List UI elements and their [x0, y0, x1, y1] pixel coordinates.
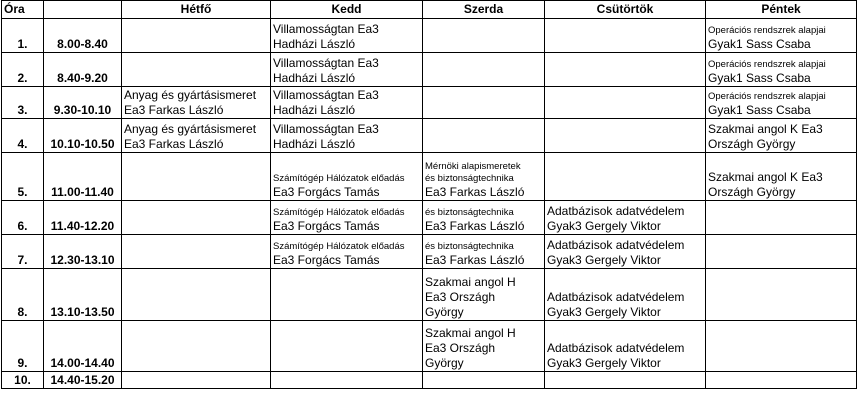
cell-kedd [271, 19, 423, 53]
table-row [2, 235, 857, 269]
cell-csutortok [545, 119, 706, 153]
cell-hetfo [122, 372, 271, 389]
class-line: Adatbázisok adatvédelem [547, 204, 685, 218]
class-line: Ea3 Farkas László [425, 253, 525, 267]
cell-pentek [706, 269, 857, 321]
class-line: Gyak3 Gergely Viktor [547, 305, 661, 319]
cell-kedd [271, 119, 423, 153]
header-csutortok: Csütörtök [545, 1, 706, 19]
cell-kedd [271, 321, 423, 372]
table-row [2, 19, 857, 53]
table-row [2, 53, 857, 87]
period-number: 10. [2, 372, 44, 389]
cell-szerda [423, 269, 545, 321]
cell-kedd [271, 87, 423, 119]
class-line: Gyak3 Gergely Viktor [547, 253, 661, 267]
period-number: 8. [2, 269, 44, 321]
period-number: 5. [2, 153, 44, 201]
cell-hetfo [122, 19, 271, 53]
class-line: Hadházi László [273, 37, 356, 51]
period-number: 9. [2, 321, 44, 372]
class-line: Számítógép Hálózatok előadás [273, 207, 405, 218]
period-time: 12.30-13.10 [44, 235, 122, 269]
header-pentek: Péntek [706, 1, 857, 19]
class-line: Gyak1 Sass Csaba [708, 71, 811, 85]
cell-szerda [423, 53, 545, 87]
class-line: Hadházi László [273, 137, 356, 151]
cell-csutortok [545, 53, 706, 87]
period-time: 8.00-8.40 [44, 19, 122, 53]
header-kedd: Kedd [271, 1, 423, 19]
class-line: Villamosságtan Ea3 [273, 122, 379, 136]
cell-szerda [423, 235, 545, 269]
cell-pentek [706, 53, 857, 87]
cell-szerda [423, 321, 545, 372]
cell-hetfo [122, 87, 271, 119]
cell-hetfo [122, 53, 271, 87]
class-line: Operációs rendszrek alapjai [708, 91, 826, 102]
class-line: Országh György [708, 137, 796, 151]
class-line: Szakmai angol K Ea3 [708, 170, 823, 184]
class-line: Ea3 Országh [425, 341, 496, 355]
class-line: Adatbázisok adatvédelem [547, 341, 685, 355]
header-row [2, 1, 857, 19]
class-line: Számítógép Hálózatok előadás [273, 173, 405, 184]
cell-szerda [423, 119, 545, 153]
class-line: Gyak3 Gergely Viktor [547, 356, 661, 370]
header-szerda: Szerda [423, 1, 545, 19]
period-time: 14.00-14.40 [44, 321, 122, 372]
cell-kedd [271, 53, 423, 87]
cell-kedd [271, 269, 423, 321]
cell-pentek [706, 201, 857, 235]
table-row [2, 372, 857, 389]
cell-kedd [271, 153, 423, 201]
class-line: Szakmai angol K Ea3 [708, 122, 823, 136]
header-ora: Óra [2, 1, 44, 19]
table-row [2, 153, 857, 201]
cell-csutortok [545, 153, 706, 201]
class-line: Gyak1 Sass Csaba [708, 103, 811, 117]
table-row [2, 201, 857, 235]
class-line: Villamosságtan Ea3 [273, 22, 379, 36]
period-number: 6. [2, 201, 44, 235]
cell-szerda [423, 153, 545, 201]
cell-pentek [706, 19, 857, 53]
class-line: Országh György [708, 185, 796, 199]
class-line: Anyag és gyártásismeret [124, 122, 257, 136]
class-line: György [425, 305, 464, 319]
class-line: Anyag és gyártásismeret [124, 88, 257, 102]
table-row [2, 119, 857, 153]
period-time: 13.10-13.50 [44, 269, 122, 321]
class-line: Adatbázisok adatvédelem [547, 238, 685, 252]
class-line: Ea3 Forgács Tamás [273, 253, 380, 267]
cell-hetfo [122, 269, 271, 321]
cell-pentek [706, 372, 857, 389]
class-line: Ea3 Farkas László [124, 137, 224, 151]
period-time: 8.40-9.20 [44, 53, 122, 87]
period-number: 3. [2, 87, 44, 119]
cell-szerda [423, 87, 545, 119]
table-row [2, 87, 857, 119]
header-time-empty [44, 1, 122, 19]
cell-csutortok [545, 321, 706, 372]
cell-csutortok [545, 235, 706, 269]
cell-csutortok [545, 87, 706, 119]
cell-csutortok [545, 269, 706, 321]
cell-pentek [706, 321, 857, 372]
cell-hetfo [122, 235, 271, 269]
table-row [2, 321, 857, 372]
period-time: 14.40-15.20 [44, 372, 122, 389]
class-line: Gyak1 Sass Csaba [708, 37, 811, 51]
class-line: Adatbázisok adatvédelem [547, 290, 685, 304]
class-line: Gyak3 Gergely Viktor [547, 219, 661, 233]
class-line: Ea3 Farkas László [124, 103, 224, 117]
period-number: 7. [2, 235, 44, 269]
cell-hetfo [122, 321, 271, 372]
cell-kedd [271, 201, 423, 235]
class-line: Operációs rendszrek alapjai [708, 25, 826, 36]
period-time: 10.10-10.50 [44, 119, 122, 153]
cell-szerda [423, 372, 545, 389]
cell-szerda [423, 19, 545, 53]
period-time: 11.40-12.20 [44, 201, 122, 235]
cell-kedd [271, 235, 423, 269]
class-line: és biztonságtechnika [425, 241, 514, 252]
class-line: Számítógép Hálózatok előadás [273, 241, 405, 252]
period-time: 9.30-10.10 [44, 87, 122, 119]
cell-csutortok [545, 201, 706, 235]
class-line: Hadházi László [273, 103, 356, 117]
cell-szerda [423, 201, 545, 235]
class-line: Ea3 Forgács Tamás [273, 185, 380, 199]
cell-hetfo [122, 201, 271, 235]
cell-hetfo [122, 119, 271, 153]
class-line: Ea3 Farkas László [425, 219, 525, 233]
cell-kedd [271, 372, 423, 389]
table-row [2, 269, 857, 321]
class-line: Villamosságtan Ea3 [273, 56, 379, 70]
cell-hetfo [122, 153, 271, 201]
class-line: Ea3 Forgács Tamás [273, 219, 380, 233]
cell-csutortok [545, 19, 706, 53]
header-hetfo: Hétfő [122, 1, 271, 19]
cell-pentek [706, 87, 857, 119]
class-line: Villamosságtan Ea3 [273, 88, 379, 102]
class-line: Hadházi László [273, 71, 356, 85]
period-number: 2. [2, 53, 44, 87]
timetable [1, 0, 857, 389]
period-number: 1. [2, 19, 44, 53]
cell-pentek [706, 119, 857, 153]
class-line: Operációs rendszrek alapjai [708, 59, 826, 70]
class-line: Mérnöki alapismeretek [425, 161, 521, 172]
class-line: György [425, 356, 464, 370]
class-line: Ea3 Farkas László [425, 185, 525, 199]
class-line: Szakmai angol H [425, 275, 516, 289]
cell-pentek [706, 153, 857, 201]
cell-pentek [706, 235, 857, 269]
period-number: 4. [2, 119, 44, 153]
class-line: Ea3 Országh [425, 290, 496, 304]
cell-csutortok [545, 372, 706, 389]
period-time: 11.00-11.40 [44, 153, 122, 201]
class-line: és biztonságtechnika [425, 207, 514, 218]
class-line: és biztonságtechnika [425, 173, 514, 184]
class-line: Szakmai angol H [425, 326, 516, 340]
